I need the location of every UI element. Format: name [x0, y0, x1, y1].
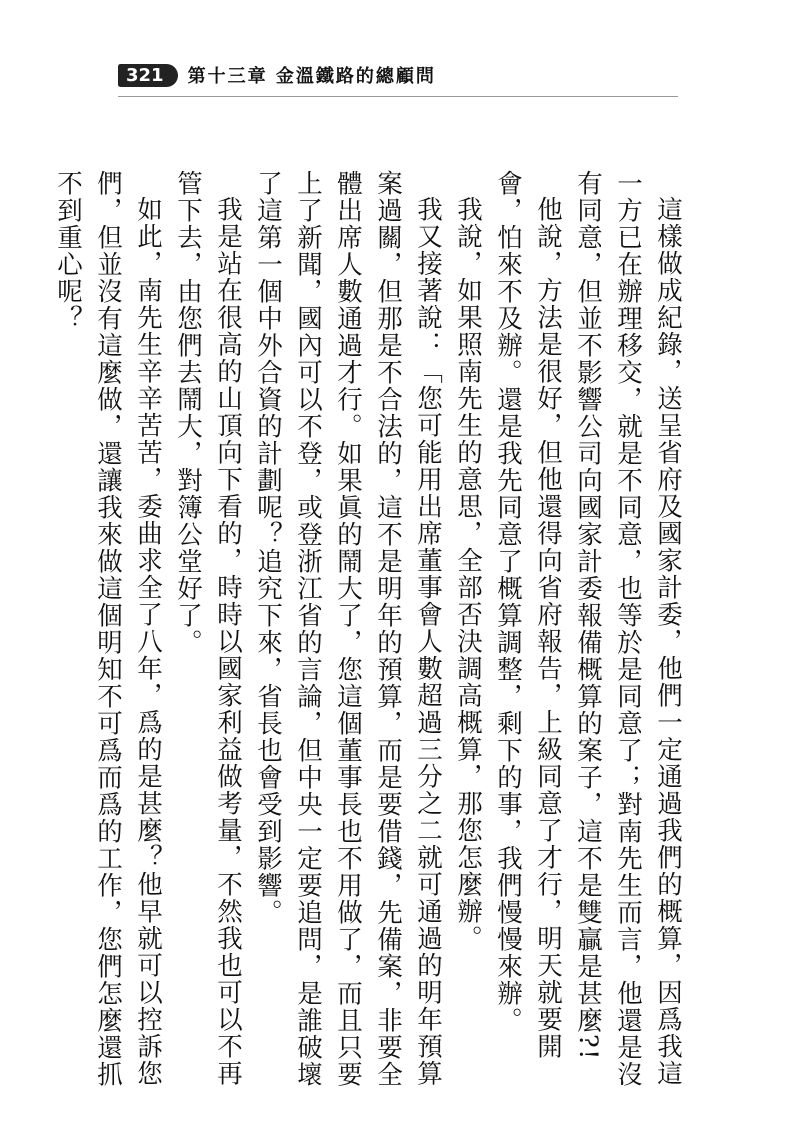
paragraph-1: 這樣做成紀錄，送呈省府及國家計委，他們一定通過我們的概算，因爲我這一方已在辦理移交，就是不同意，也等於是同意了；對南先生而言，他還是沒有同意，但並不影響公司向國家計委報備概算的案子，這不是雙贏是甚麼?! [573, 170, 683, 1088]
body-text [53, 170, 688, 1090]
paragraph-6: 如此，南先生辛辛苦苦，委曲求全了八年，爲的是甚麼？他早就可以控訴您們，但並沒有這麼做，還讓我來做這個明知不可爲而爲的工作，您們怎麼還抓不到重心呢？ [53, 170, 163, 1088]
paragraph-2: 他說，方法是很好，但他還得向省府報告，上級同意了才行，明天就要開會，怕來不及辦。還是我先同意了概算調整，剩下的事，我們慢慢來辦。 [493, 170, 563, 1060]
header-rule [118, 96, 678, 97]
paragraph-3: 我說，如果照南先生的意思，全部否決調高概算，那您怎麼辦。 [453, 195, 483, 952]
paragraph-5: 我是站在很高的山頂向下看的，時時以國家利益做考量，不然我也可以不再管下去，由您們去鬧大，對簿公堂好了。 [173, 170, 243, 1087]
page-number: 321 [118, 64, 178, 87]
paragraph-4: 我又接著說：「您可能用出席董事會人數超過三分之二就可通過的明年預算案過關，但那是不合法的，這不是明年的預算，而是要借錢，先備案，非要全體出席人數通過才行。如果眞的鬧大了，您這個董事長也不用做了，而且只要上了新聞，國內可以不登，或登浙江省的言論，但中央一定要追問，是誰破壞了這第一個中外合資的計劃呢？追究下來，省長也會受到影響。 [253, 170, 443, 1088]
chapter-title: 第十三章 金溫鐵路的總顧問 [187, 66, 436, 87]
running-header [118, 62, 436, 88]
